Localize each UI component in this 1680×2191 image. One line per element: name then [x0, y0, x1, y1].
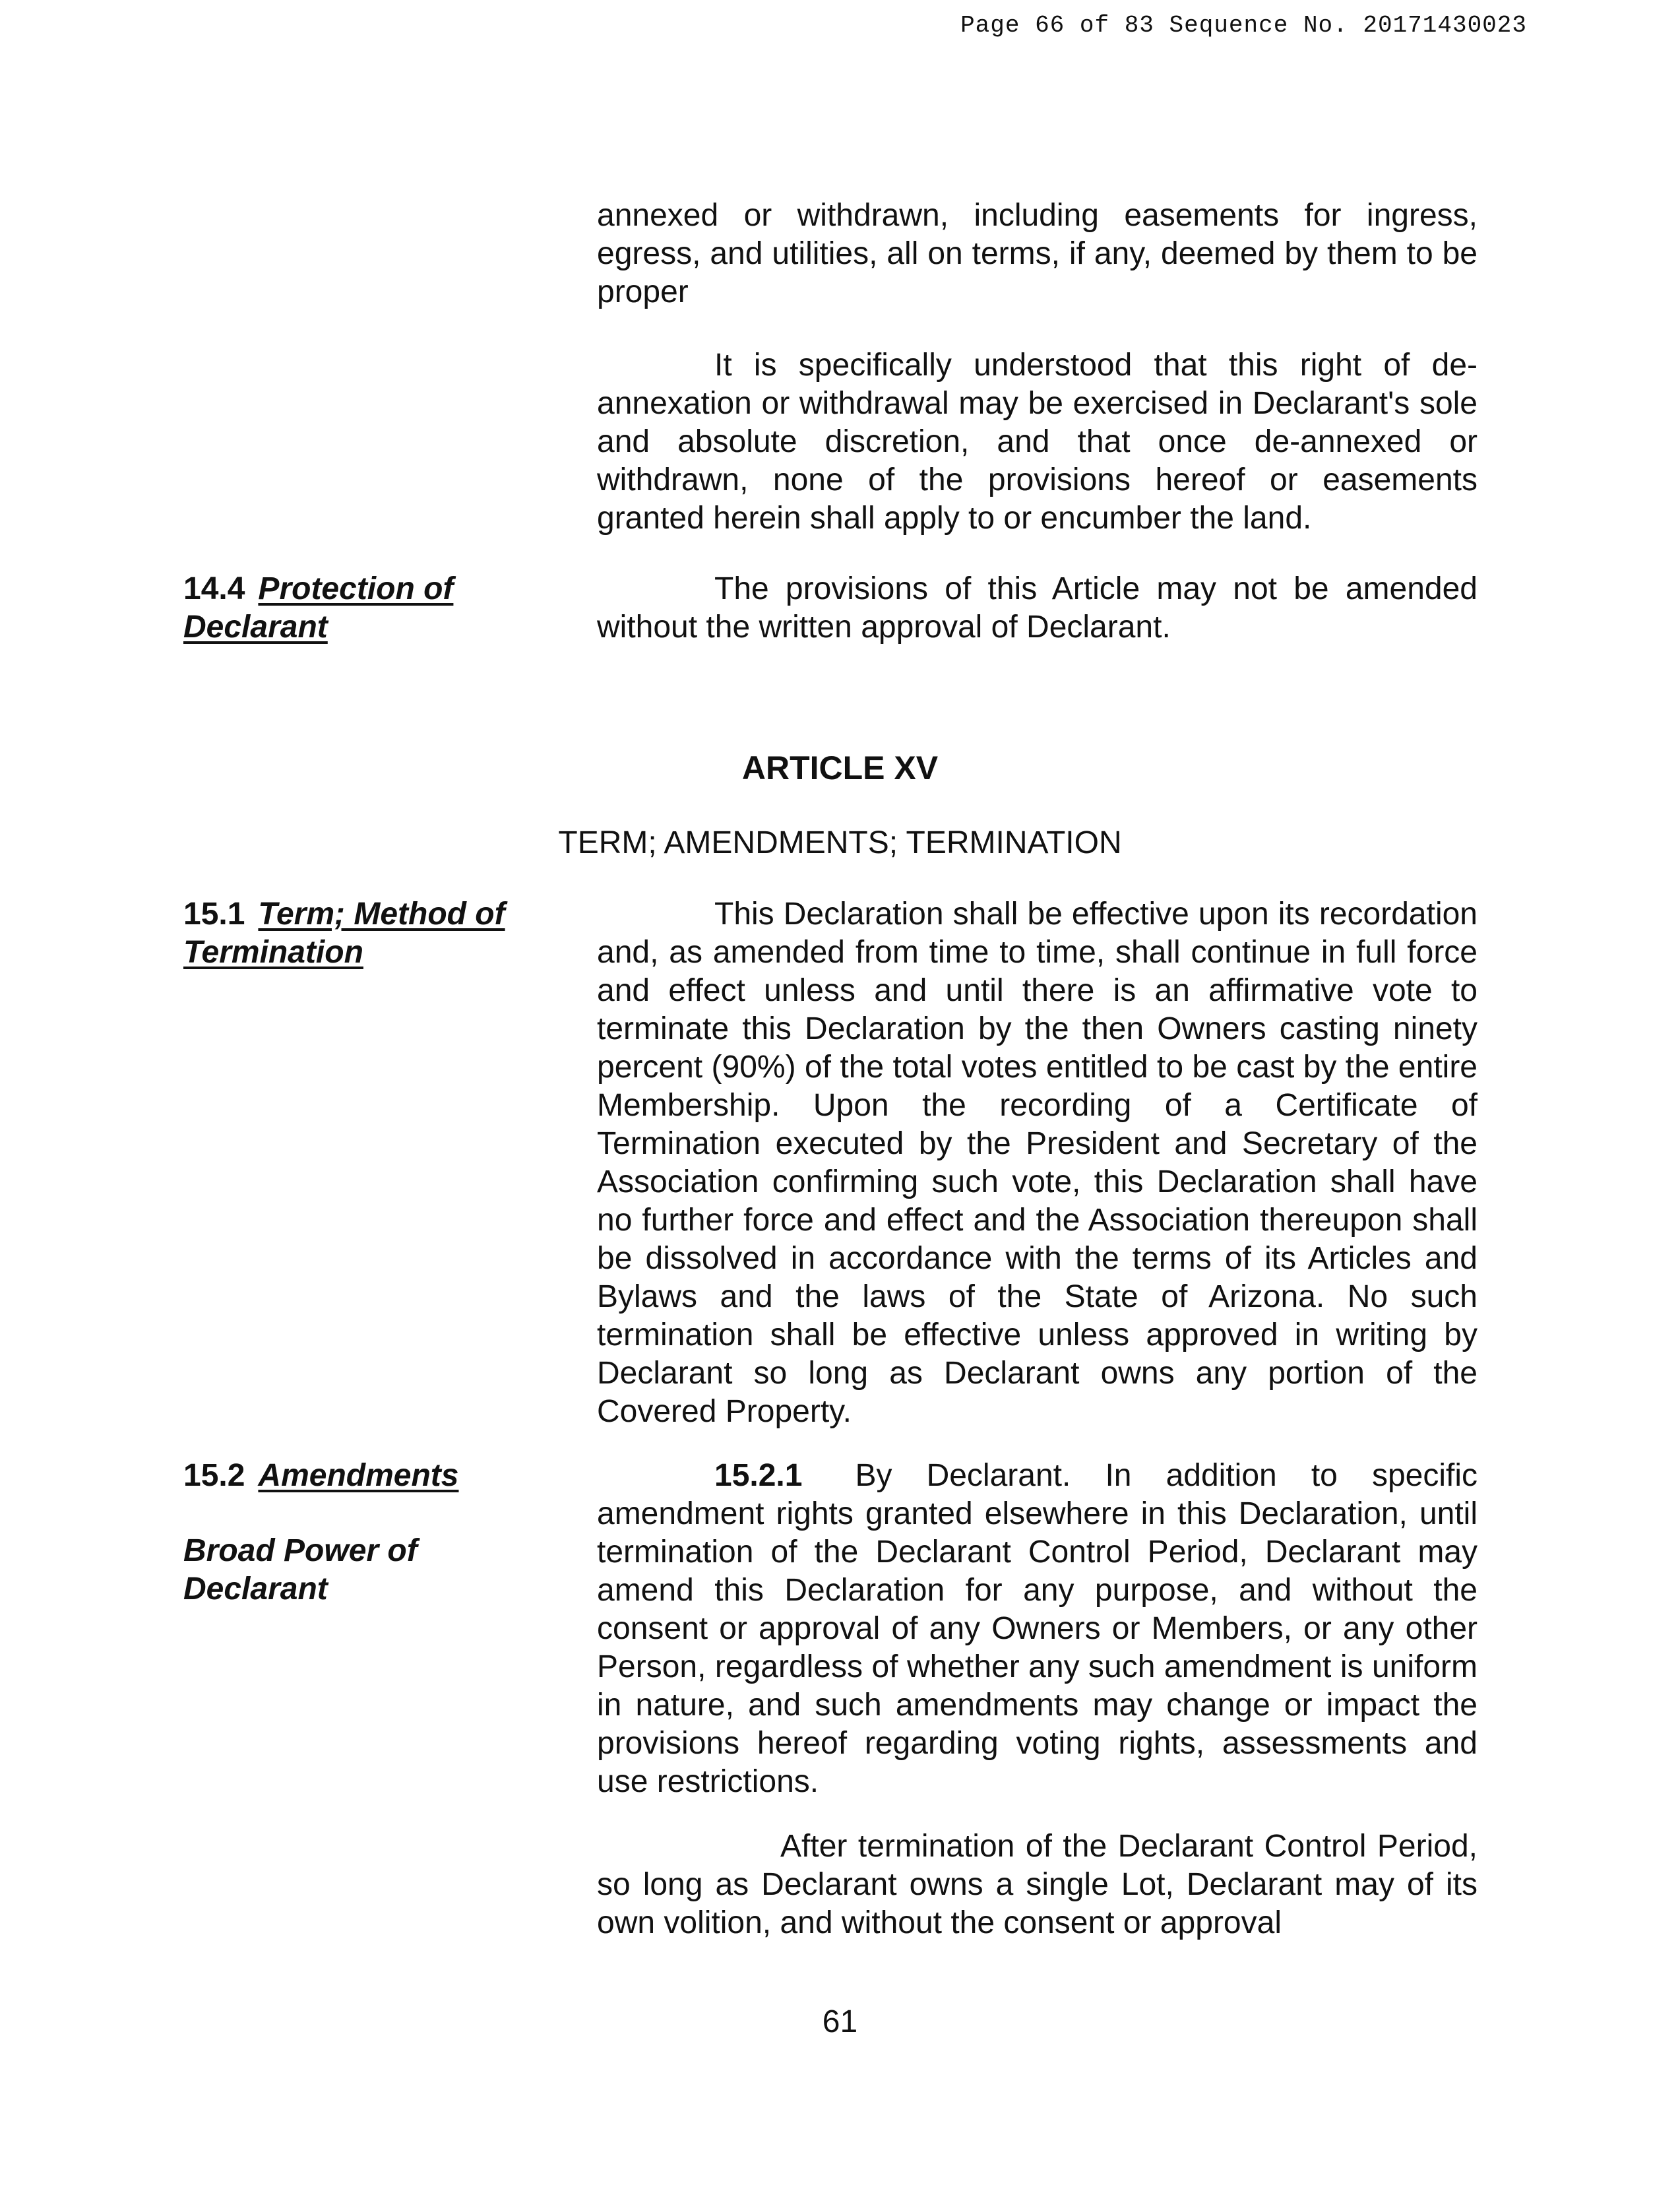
- carryover-paragraph-1: annexed or withdrawn, including easements for ingress, egress, and utilities, all on terms, if any, deemed by them to be proper: [597, 198, 1478, 309]
- section-15-2-1-number: 15.2.1: [714, 1458, 803, 1493]
- section-15-2-subtitle: Broad Power of Declarant: [183, 1533, 418, 1606]
- section-15-2-title: Amendments: [258, 1458, 459, 1493]
- page-number: 61: [822, 2004, 858, 2039]
- page-header: Page 66 of 83 Sequence No. 20171430023: [960, 12, 1527, 39]
- section-15-1-title: Term; Method of Termination: [183, 897, 505, 970]
- section-15-2-1-text: By Declarant. In addition to specific amendment rights granted elsewhere in this Declaration, until termination of the Declarant Control Period, Declarant may amend this Declaration for any purpose, and without the consent or approval of any Owners or Members, or any other Person, regardless of whether any such amendment is uniform in nature, and such amendments may change or impact the provisions hereof regarding voting rights, assessments and use restrictions.: [597, 1458, 1478, 1799]
- article-subtitle: TERM; AMENDMENTS; TERMINATION: [558, 825, 1122, 860]
- section-15-2-paragraph-2: After termination of the Declarant Control Period, so long as Declarant owns a single Lot, Declarant may of its own volition, and without the consent or approval: [597, 1829, 1478, 1940]
- section-14-4-text: The provisions of this Article may not be amended without the written approval of Declarant.: [597, 571, 1478, 645]
- section-14-4-title: Protection of Declarant: [183, 571, 454, 645]
- section-15-2-heading: [183, 1457, 566, 1495]
- section-15-2-1-paragraph: [597, 1457, 1478, 1801]
- carryover-paragraph-2: It is specifically understood that this right of de-annexation or withdrawal may be exercised in Declarant's sole and absolute discretion, and that once de-annexed or withdrawn, none of the provisions hereof or easements granted herein shall apply to or encumber the land.: [597, 348, 1478, 536]
- section-15-1-heading: [183, 895, 566, 972]
- section-14-4-number: 14.4: [183, 571, 245, 606]
- article-title: ARTICLE XV: [741, 749, 939, 786]
- section-15-1-number: 15.1: [183, 897, 245, 932]
- section-14-4-heading: [183, 570, 566, 647]
- section-15-2-number: 15.2: [183, 1458, 245, 1493]
- section-15-1-text: This Declaration shall be effective upon its recordation and, as amended from time to time, shall continue in full force and effect unless and until there is an affirmative vote to terminate this Declaration by the then Owners casting ninety percent (90%) of the total votes entitled to be cast by the entire Membership. Upon the recording of a Certificate of Termination executed by the President and Secretary of the Association confirming such vote, this Declaration shall have no further force and effect and the Association thereupon shall be dissolved in accordance with the terms of its Articles and Bylaws and the laws of the State of Arizona. No such termination shall be effective unless approved in writing by Declarant so long as Declarant owns any portion of the Covered Property.: [597, 897, 1478, 1429]
